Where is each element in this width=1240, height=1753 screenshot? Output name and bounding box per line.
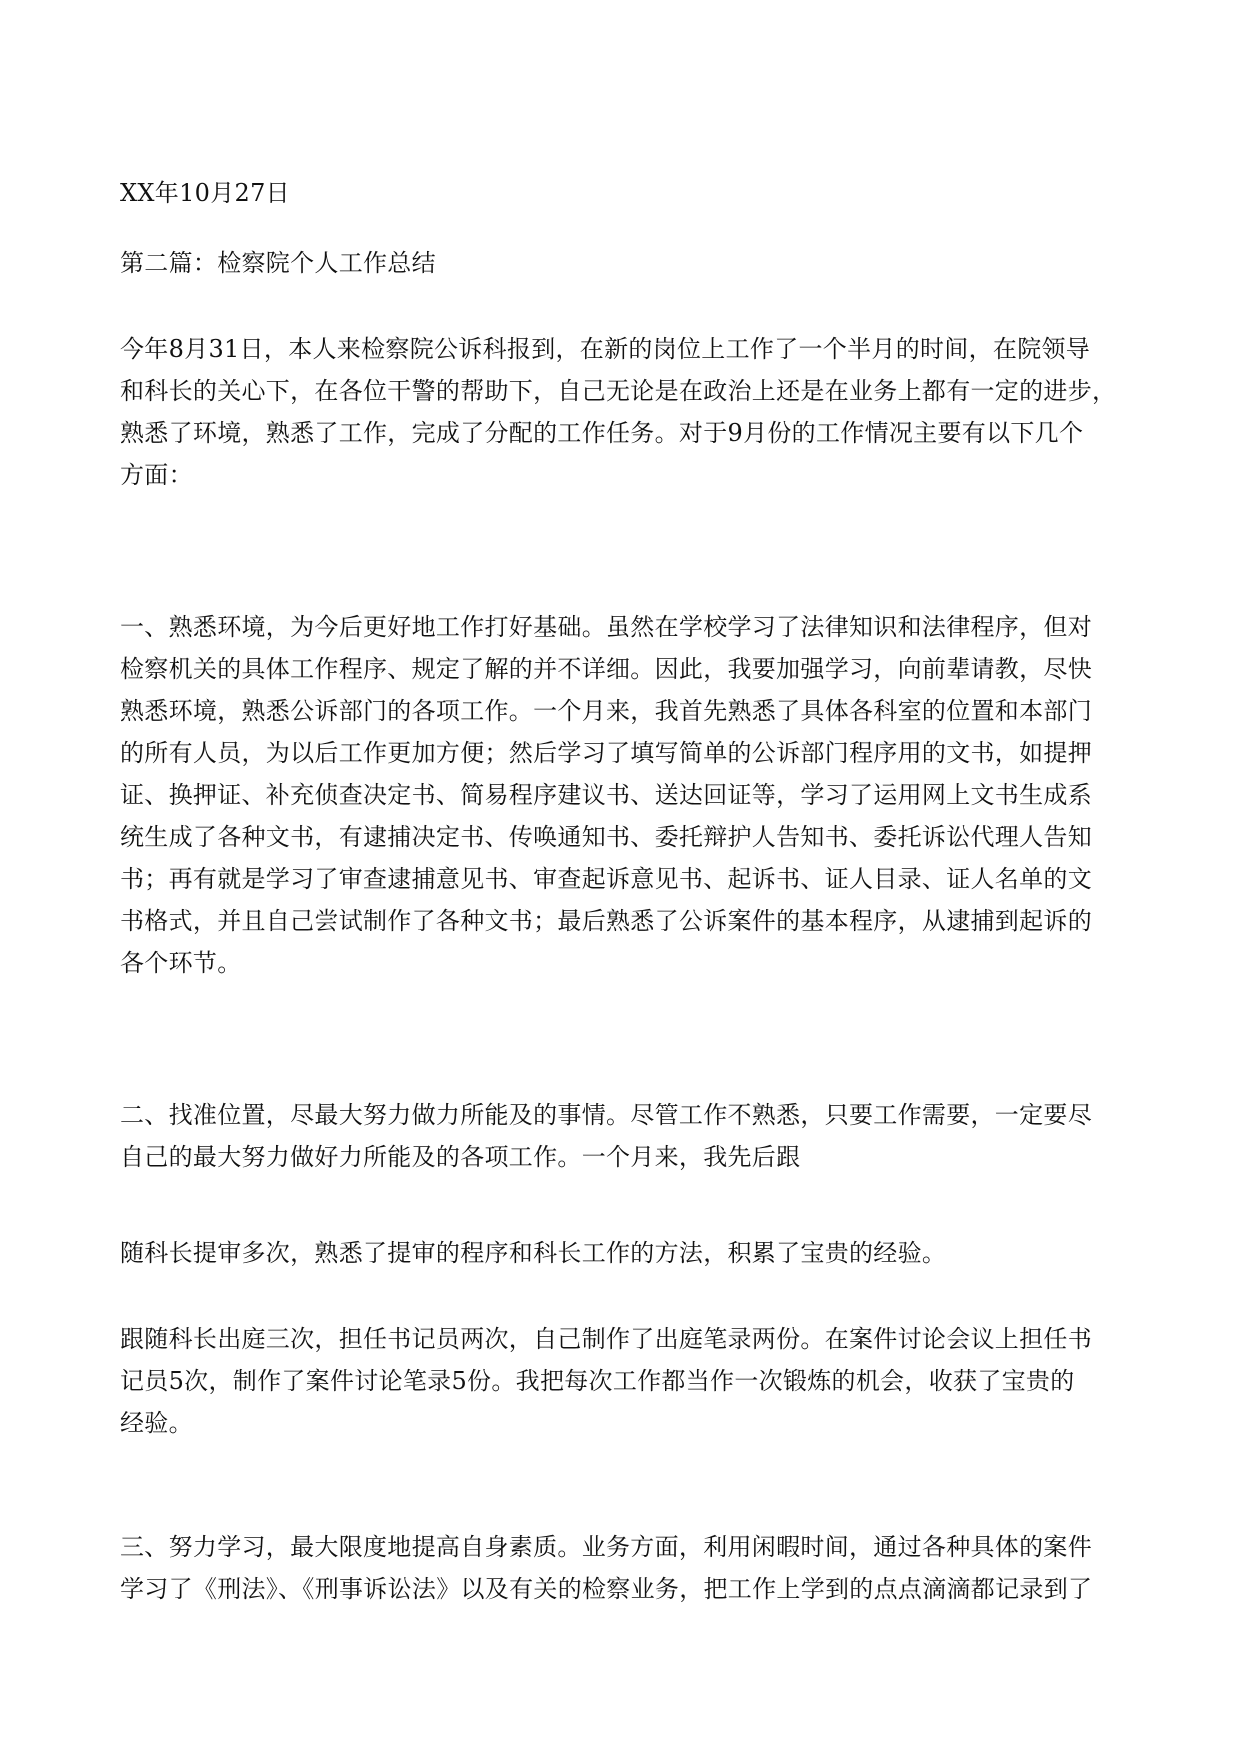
section-title (120, 242, 1128, 284)
text-line: 一、熟悉环境，为今后更好地工作打好基础。虽然在学校学习了法律知识和法律程序，但对 (120, 613, 1092, 641)
text-line: 随科长提审多次，熟悉了提审的程序和科长工作的方法，积累了宝贵的经验。 (120, 1239, 947, 1267)
text-line: 学习了《刑法》、《刑事诉讼法》以及有关的检察业务，把工作上学到的点点滴滴都记录到了 (120, 1575, 1093, 1603)
paragraph-section-one (120, 606, 1128, 984)
text-line: 证、换押证、补充侦查决定书、简易程序建议书、送达回证等，学习了运用网上文书生成系 (120, 781, 1092, 809)
paragraph-section-three (120, 1526, 1128, 1610)
text-line: XX年10月27日 (120, 179, 290, 207)
text-line: 熟悉环境，熟悉公诉部门的各项工作。一个月来，我首先熟悉了具体各科室的位置和本部门 (120, 697, 1092, 725)
text-line: 经验。 (120, 1409, 193, 1437)
text-line: 和科长的关心下，在各位干警的帮助下，自己无论是在政治上还是在业务上都有一定的进步， (120, 377, 1117, 405)
paragraph-interrogation (120, 1232, 1128, 1274)
text-line: 熟悉了环境，熟悉了工作，完成了分配的工作任务。对于9月份的工作情况主要有以下几个 (120, 419, 1084, 447)
text-line: 二、找准位置，尽最大努力做力所能及的事情。尽管工作不熟悉，只要工作需要，一定要尽 (120, 1101, 1092, 1129)
text-line: 书；再有就是学习了审查逮捕意见书、审查起诉意见书、起诉书、证人目录、证人名单的文 (120, 865, 1092, 893)
paragraph-section-two (120, 1094, 1128, 1178)
paragraph-court (120, 1318, 1128, 1444)
text-line: 自己的最大努力做好力所能及的各项工作。一个月来，我先后跟 (120, 1143, 801, 1171)
text-line: 方面： (120, 461, 193, 489)
date-line (120, 172, 1128, 214)
text-line: 跟随科长出庭三次，担任书记员两次，自己制作了出庭笔录两份。在案件讨论会议上担任书 (120, 1325, 1092, 1353)
paragraph-intro (120, 328, 1128, 496)
text-line: 的所有人员，为以后工作更加方便；然后学习了填写简单的公诉部门程序用的文书，如提押 (120, 739, 1092, 767)
text-line: 第二篇：检察院个人工作总结 (120, 249, 436, 277)
text-line: 统生成了各种文书，有逮捕决定书、传唤通知书、委托辩护人告知书、委托诉讼代理人告知 (120, 823, 1092, 851)
text-line: 记员5次，制作了案件讨论笔录5份。我把每次工作都当作一次锻炼的机会，收获了宝贵的 (120, 1367, 1075, 1395)
text-line: 三、努力学习，最大限度地提高自身素质。业务方面，利用闲暇时间，通过各种具体的案件 (120, 1533, 1092, 1561)
text-line: 检察机关的具体工作程序、规定了解的并不详细。因此，我要加强学习，向前辈请教，尽快 (120, 655, 1092, 683)
text-line: 书格式，并且自己尝试制作了各种文书；最后熟悉了公诉案件的基本程序，从逮捕到起诉的 (120, 907, 1092, 935)
text-line: 今年8月31日，本人来检察院公诉科报到，在新的岗位上工作了一个半月的时间，在院领导 (120, 335, 1091, 363)
text-line: 各个环节。 (120, 949, 242, 977)
